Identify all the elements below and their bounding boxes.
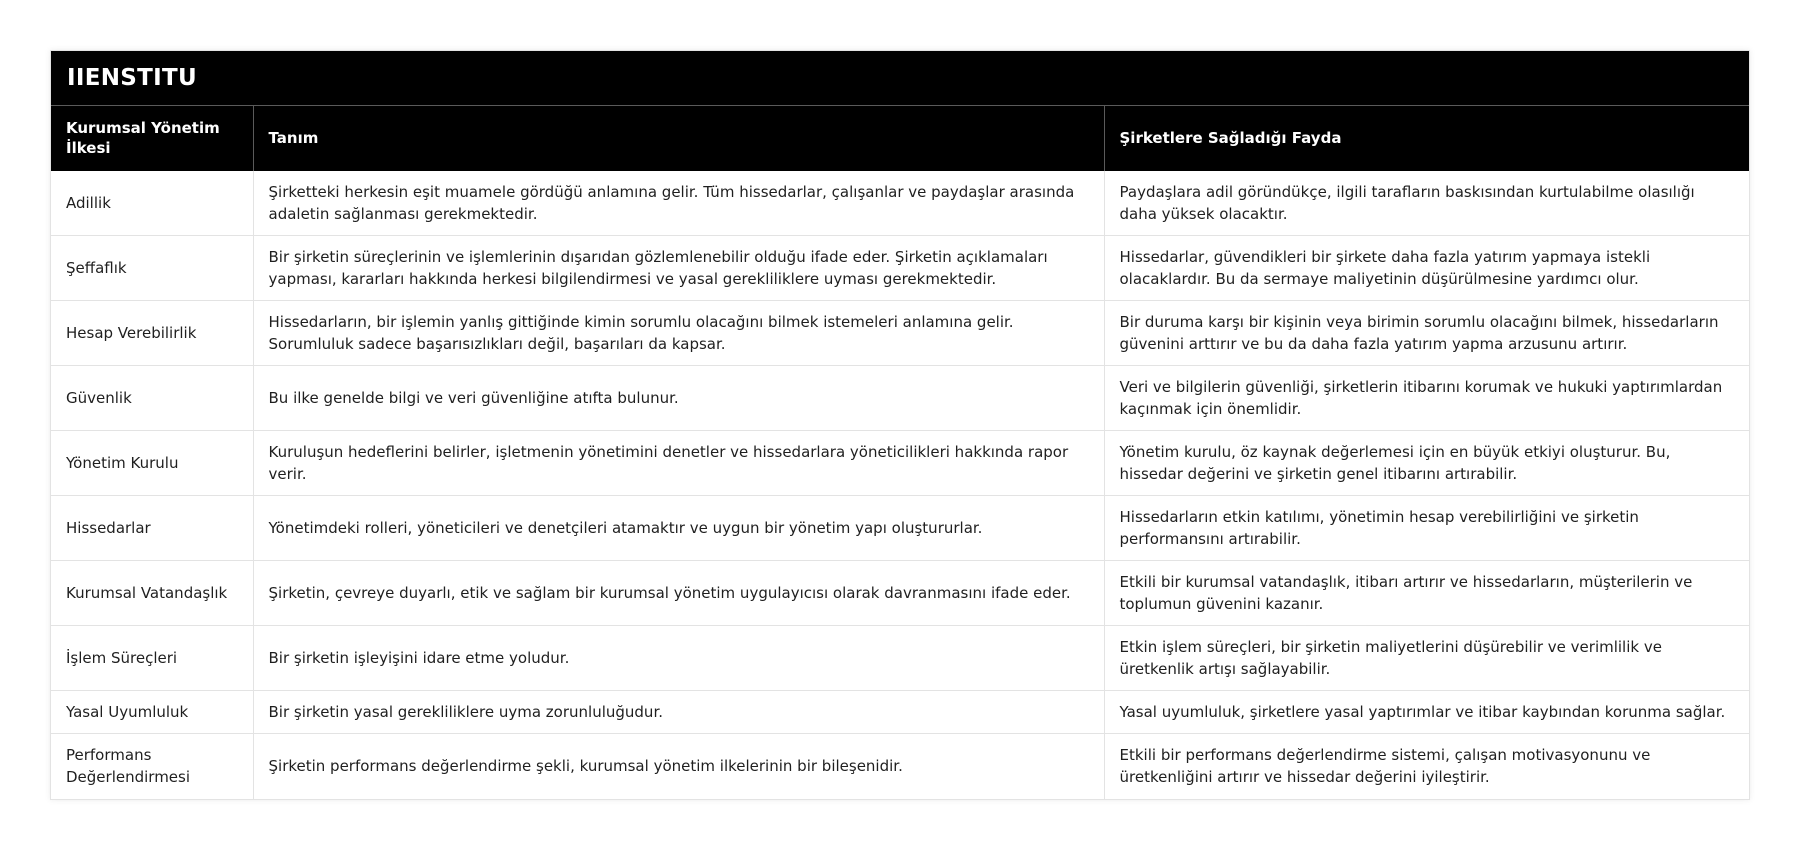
principle-cell: İşlem Süreçleri <box>51 626 253 691</box>
table-row <box>51 561 1749 626</box>
table-row <box>51 431 1749 496</box>
principle-cell: Yasal Uyumluluk <box>51 691 253 734</box>
principle-cell: Güvenlik <box>51 366 253 431</box>
definition-cell: Yönetimdeki rolleri, yöneticileri ve denetçileri atamaktır ve uygun bir yönetim yapı oluştururlar. <box>253 496 1104 561</box>
table-row <box>51 496 1749 561</box>
table-row <box>51 171 1749 236</box>
principle-cell: Adillik <box>51 171 253 236</box>
table-row <box>51 626 1749 691</box>
table-row <box>51 366 1749 431</box>
table-row <box>51 691 1749 734</box>
principle-cell: Şeffaflık <box>51 236 253 301</box>
table-header-row <box>51 106 1749 171</box>
benefit-cell: Paydaşlara adil göründükçe, ilgili tarafların baskısından kurtulabilme olasılığı daha yüksek olacaktır. <box>1104 171 1749 236</box>
column-header-principle: Kurumsal Yönetim İlkesi <box>51 106 253 171</box>
principle-cell: Yönetim Kurulu <box>51 431 253 496</box>
content-card <box>50 50 1750 800</box>
benefit-cell: Yasal uyumluluk, şirketlere yasal yaptırımlar ve itibar kaybından korunma sağlar. <box>1104 691 1749 734</box>
definition-cell: Bir şirketin süreçlerinin ve işlemlerinin dışarıdan gözlemlenebilir olduğu ifade eder. Şirketin açıklamaları yapması, kararları hakkında herkesi bilgilendirmesi ve yasal gerekliliklere uyması gerekmektedir. <box>253 236 1104 301</box>
definition-cell: Şirketteki herkesin eşit muamele gördüğü anlamına gelir. Tüm hissedarlar, çalışanlar ve paydaşlar arasında adaletin sağlanması gerekmektedir. <box>253 171 1104 236</box>
benefit-cell: Bir duruma karşı bir kişinin veya birimin sorumlu olacağını bilmek, hissedarların güvenini arttırır ve bu da daha fazla yatırım yapma arzusunu artırır. <box>1104 301 1749 366</box>
column-header-definition: Tanım <box>253 106 1104 171</box>
definition-cell: Kuruluşun hedeflerini belirler, işletmenin yönetimini denetler ve hissedarlara yöneticilikleri hakkında rapor verir. <box>253 431 1104 496</box>
governance-table <box>51 105 1749 799</box>
definition-cell: Bu ilke genelde bilgi ve veri güvenliğine atıfta bulunur. <box>253 366 1104 431</box>
column-header-benefit: Şirketlere Sağladığı Fayda <box>1104 106 1749 171</box>
brand-title: IIENSTITU <box>51 51 1749 105</box>
benefit-cell: Yönetim kurulu, öz kaynak değerlemesi için en büyük etkiyi oluşturur. Bu, hissedar değerini ve şirketin genel itibarını artırabilir. <box>1104 431 1749 496</box>
principle-cell: Hesap Verebilirlik <box>51 301 253 366</box>
principle-cell: Hissedarlar <box>51 496 253 561</box>
definition-cell: Şirketin, çevreye duyarlı, etik ve sağlam bir kurumsal yönetim uygulayıcısı olarak davranmasını ifade eder. <box>253 561 1104 626</box>
table-row <box>51 236 1749 301</box>
table-row <box>51 301 1749 366</box>
benefit-cell: Veri ve bilgilerin güvenliği, şirketlerin itibarını korumak ve hukuki yaptırımlardan kaçınmak için önemlidir. <box>1104 366 1749 431</box>
benefit-cell: Hissedarların etkin katılımı, yönetimin hesap verebilirliğini ve şirketin performansını artırabilir. <box>1104 496 1749 561</box>
definition-cell: Hissedarların, bir işlemin yanlış gittiğinde kimin sorumlu olacağını bilmek istemeleri anlamına gelir. Sorumluluk sadece başarısızlıkları değil, başarıları da kapsar. <box>253 301 1104 366</box>
table-row <box>51 734 1749 799</box>
definition-cell: Şirketin performans değerlendirme şekli, kurumsal yönetim ilkelerinin bir bileşenidir. <box>253 734 1104 799</box>
benefit-cell: Etkili bir performans değerlendirme sistemi, çalışan motivasyonunu ve üretkenliğini artırır ve hissedar değerini iyileştirir. <box>1119 746 1651 787</box>
benefit-cell: Etkili bir kurumsal vatandaşlık, itibarı artırır ve hissedarların, müşterilerin ve toplumun güvenini kazanır. <box>1104 561 1749 626</box>
definition-cell: Bir şirketin işleyişini idare etme yoludur. <box>253 626 1104 691</box>
definition-cell: Bir şirketin yasal gerekliliklere uyma zorunluluğudur. <box>253 691 1104 734</box>
principle-cell: Kurumsal Vatandaşlık <box>51 561 253 626</box>
principle-cell: Performans Değerlendirmesi <box>51 734 253 799</box>
benefit-cell: Hissedarlar, güvendikleri bir şirkete daha fazla yatırım yapmaya istekli olacaklardır. Bu da sermaye maliyetinin düşürülmesine yardımcı olur. <box>1104 236 1749 301</box>
benefit-cell: Etkin işlem süreçleri, bir şirketin maliyetlerini düşürebilir ve verimlilik ve üretkenlik artışı sağlayabilir. <box>1104 626 1749 691</box>
